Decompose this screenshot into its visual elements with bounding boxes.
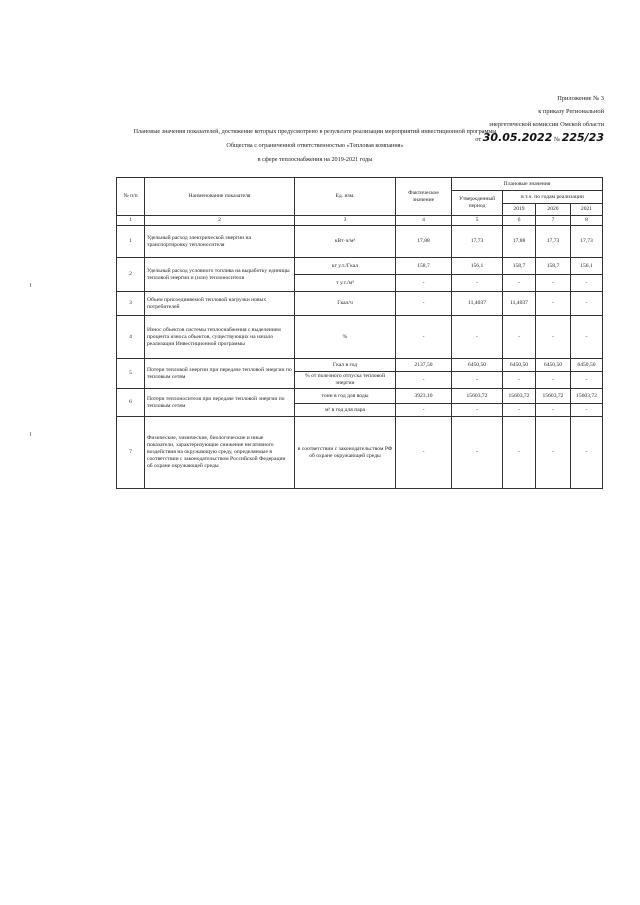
table-row — [117, 389, 603, 404]
row-actual: 3923,10 — [396, 389, 452, 404]
row-2020: - — [536, 417, 571, 489]
row-2021: - — [571, 372, 603, 389]
row-name: Физические, химические, биологические и иные показатели, характеризующие снижение негативного воздействия на окружающую среду, определяемые в соответствии с законодательством Российской Федерации об охране окружающей среды — [145, 417, 295, 489]
row-unit: Гкал в год — [295, 359, 396, 372]
appendix-line-2: к приказу Региональной — [538, 108, 604, 115]
row-approved: 6450,50 — [452, 359, 503, 372]
appendix-line-3: энергетической комиссии Омской области — [488, 121, 604, 128]
table-row — [117, 226, 603, 258]
col-number: 4 — [396, 216, 452, 226]
row-num: 1 — [117, 226, 145, 258]
row-2019: - — [503, 275, 536, 292]
row-unit: % от полезного отпуска тепловой энергии — [295, 372, 396, 389]
row-2020: - — [536, 292, 571, 316]
heading-line-1: Плановые значения показателей, достижение которых предусмотрено в результате реализации мероприятий инвестиционной программы — [133, 128, 497, 135]
row-2019: 158,7 — [503, 258, 536, 275]
scan-mark — [30, 432, 31, 436]
row-name: Удельный расход условного топлива на выработку единицы тепловой энергии и (или) теплоносителя — [145, 258, 295, 292]
row-2021: - — [571, 417, 603, 489]
table-row — [117, 417, 603, 489]
header-2019: 2019 — [503, 204, 536, 216]
row-2019: - — [503, 417, 536, 489]
table-row — [117, 292, 603, 316]
row-name: Удельный расход электрической энергии на транспортировку теплоносителя — [145, 226, 295, 258]
table-row — [117, 258, 603, 275]
appendix-line-1: Приложение № 3 — [557, 95, 604, 102]
col-number: 7 — [536, 216, 571, 226]
row-unit: в соответствии с законодательством РФ об охране окружающей среды — [295, 417, 396, 489]
header-num: № п/п — [117, 178, 145, 216]
row-2020: - — [536, 275, 571, 292]
col-number: 2 — [145, 216, 295, 226]
header-planned: Плановые значения — [452, 178, 603, 191]
row-2019: 17,88 — [503, 226, 536, 258]
row-num: 5 — [117, 359, 145, 389]
row-name: Износ объектов системы теплоснабжения с выделением процента износа объектов, существующих на начало реализации Инвестиционной программы — [145, 316, 295, 359]
header-row — [117, 178, 603, 191]
row-2021: - — [571, 404, 603, 417]
col-number: 1 — [117, 216, 145, 226]
header-unit: Ед. изм. — [295, 178, 396, 216]
date-prefix: от — [475, 136, 482, 143]
row-2020: 6450,50 — [536, 359, 571, 372]
row-actual: 17,88 — [396, 226, 452, 258]
row-approved: 17,73 — [452, 226, 503, 258]
row-2019: 11,4037 — [503, 292, 536, 316]
header-2020: 2020 — [536, 204, 571, 216]
col-number: 6 — [503, 216, 536, 226]
row-unit: кВт·ч/м³ — [295, 226, 396, 258]
row-approved: 15603,72 — [452, 389, 503, 404]
header-approved: Утвержденный период — [452, 191, 503, 216]
col-number: 8 — [571, 216, 603, 226]
row-actual: 2137,50 — [396, 359, 452, 372]
handwritten-number: 225/23 — [561, 131, 604, 144]
header-name: Наименование показателя — [145, 178, 295, 216]
row-num: 2 — [117, 258, 145, 292]
row-approved: - — [452, 316, 503, 359]
row-2020: 158,7 — [536, 258, 571, 275]
row-name: Потери теплоносителя при передаче тепловой энергии по тепловым сетям — [145, 389, 295, 417]
header-actual: Фактическое значение — [396, 178, 452, 216]
handwritten-date: 30.05.2022 — [482, 131, 553, 144]
row-2020: - — [536, 404, 571, 417]
row-2020: - — [536, 372, 571, 389]
row-unit: т у.т./м³ — [295, 275, 396, 292]
row-num: 4 — [117, 316, 145, 359]
row-2020: - — [536, 316, 571, 359]
row-unit: % — [295, 316, 396, 359]
row-approved: 156,1 — [452, 258, 503, 275]
row-2021: 156,1 — [571, 258, 603, 275]
row-name: Потери тепловой энергии при передаче тепловой энергии по тепловым сетям — [145, 359, 295, 389]
column-numbers-row — [117, 216, 603, 226]
row-approved: 11,4037 — [452, 292, 503, 316]
row-2021: - — [571, 292, 603, 316]
row-2019: 6450,50 — [503, 359, 536, 372]
row-2019: - — [503, 372, 536, 389]
row-2020: 17,73 — [536, 226, 571, 258]
row-2021: 17,73 — [571, 226, 603, 258]
row-2019: 15603,72 — [503, 389, 536, 404]
header-by-years: в т.ч. по годам реализации — [503, 191, 603, 204]
row-actual: - — [396, 275, 452, 292]
row-2021: 15603,72 — [571, 389, 603, 404]
row-actual: - — [396, 417, 452, 489]
row-unit: тонн в год для воды — [295, 389, 396, 404]
row-unit: кг у.т./Гкал — [295, 258, 396, 275]
scan-mark — [30, 283, 31, 287]
row-actual: - — [396, 316, 452, 359]
row-2021: 6450,50 — [571, 359, 603, 372]
row-2020: 15603,72 — [536, 389, 571, 404]
heading-line-3: в сфере теплоснабжения на 2019-2021 годы — [257, 156, 373, 163]
row-2021: - — [571, 275, 603, 292]
row-unit: Гкал/ч — [295, 292, 396, 316]
row-approved: - — [452, 404, 503, 417]
row-2019: - — [503, 404, 536, 417]
row-num: 7 — [117, 417, 145, 489]
heading-line-2: Общества с ограниченной ответственностью «Тепловая компания» — [226, 142, 404, 149]
row-2021: - — [571, 316, 603, 359]
row-name: Объем присоединяемой тепловой нагрузки новых потребителей — [145, 292, 295, 316]
row-2019: - — [503, 316, 536, 359]
indicators-table — [116, 177, 603, 489]
row-actual: - — [396, 292, 452, 316]
header-2021: 2021 — [571, 204, 603, 216]
col-number: 5 — [452, 216, 503, 226]
row-unit: м³ в год для пара — [295, 404, 396, 417]
row-actual: - — [396, 404, 452, 417]
row-approved: - — [452, 417, 503, 489]
row-approved: - — [452, 275, 503, 292]
appendix-block — [344, 92, 604, 146]
table-row — [117, 359, 603, 372]
number-prefix: № — [553, 136, 561, 143]
table-row — [117, 316, 603, 359]
row-num: 6 — [117, 389, 145, 417]
row-approved: - — [452, 372, 503, 389]
row-num: 3 — [117, 292, 145, 316]
row-actual: - — [396, 372, 452, 389]
row-actual: 158,7 — [396, 258, 452, 275]
col-number: 3 — [295, 216, 396, 226]
